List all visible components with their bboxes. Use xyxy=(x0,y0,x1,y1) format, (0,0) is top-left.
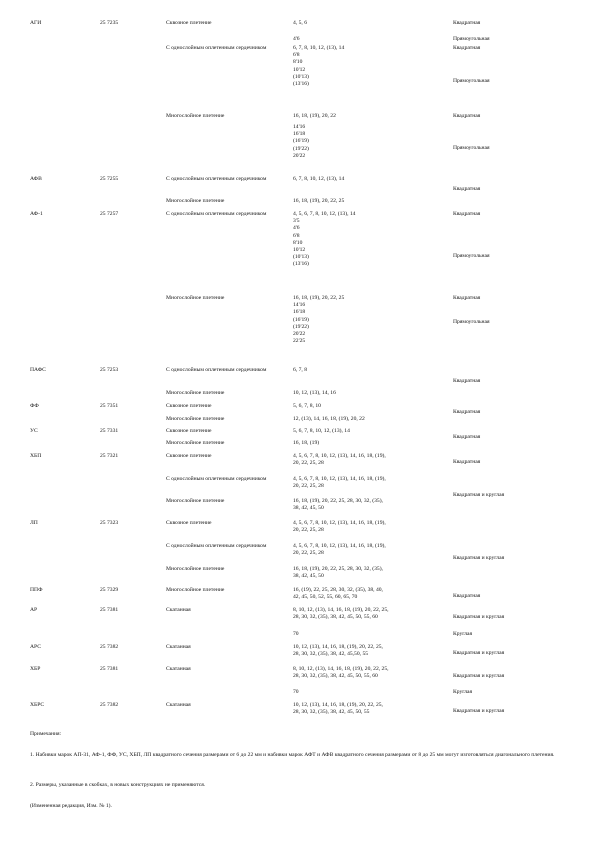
size-list: 70 xyxy=(293,631,299,637)
size-list: 4, 5, 6 xyxy=(293,20,307,26)
size-list: 14'16 16'18 (16'19) (19'22) 20'22 xyxy=(293,124,309,159)
section-shape: Квадратная xyxy=(453,593,481,599)
section-shape: Круглая xyxy=(453,689,473,695)
weave-type: С однослойным оплетенным сердечником xyxy=(166,211,267,217)
section-shape: Квадратная xyxy=(453,45,481,51)
weave-type: Многослойное плетение xyxy=(166,198,225,204)
size-list: 10, 12, (13), 14, 16 xyxy=(293,390,336,396)
okp-code: 25 7382 xyxy=(100,644,119,650)
size-list: 16, 18, (19), 20, 22, 25 14'16 16'18 (16'19) (19'22) 20'22 22'25 xyxy=(293,295,345,345)
size-list: 10, 12, (13), 14, 16, 18, (19), 20, 22, 25, 28, 30, 32, (35), 38, 42, 45,50, 55 xyxy=(293,644,383,658)
weave-type: Многослойное плетение xyxy=(166,587,225,593)
section-shape: Прямоугольная xyxy=(453,253,490,259)
size-list: 4, 5, 6, 7, 8, 10, 12, (13), 14, 16, 18, (19), 20, 22, 25, 28 xyxy=(293,520,386,534)
weave-type: Сквозное плетение xyxy=(166,428,212,434)
section-shape: Квадратная xyxy=(453,459,481,465)
packing-brand: ППФ xyxy=(30,587,43,593)
size-list: 5, 6, 7, 8, 10 xyxy=(293,403,321,409)
weave-type: Сквозное плетение xyxy=(166,453,212,459)
packing-brand: ЛП xyxy=(30,520,38,526)
size-list: 16, 18, (19) xyxy=(293,440,320,446)
section-shape: Квадратная xyxy=(453,186,481,192)
packing-brand: ХБП xyxy=(30,453,42,459)
section-shape: Квадратная и круглая xyxy=(453,708,505,714)
weave-type: С однослойным оплетенным сердечником xyxy=(166,476,267,482)
note-2: 2. Размеры, указанные в скобках, в новых конструкциях не применяются. xyxy=(30,782,206,788)
section-shape: Квадратная xyxy=(453,211,481,217)
size-list: 8, 10, 12, (13), 14, 16, 18, (19), 20, 22, 25, 28, 30, 32, (35), 38, 42, 45, 50, 55, 60 xyxy=(293,666,389,680)
weave-type: Многослойное плетение xyxy=(166,498,225,504)
packing-brand: АРС xyxy=(30,644,41,650)
okp-code: 25 7321 xyxy=(100,453,119,459)
section-shape: Прямоугольная xyxy=(453,145,490,151)
size-list: 16, 18, (19), 20, 22, 25, 28, 30, 32, (35), 38, 42, 45, 50 xyxy=(293,566,383,580)
weave-type: Сквозное плетение xyxy=(166,403,212,409)
note-1: 1. Набивки марок АП-31, АФ-1, ФФ, УС, ХБП, ЛП квадратного сечения размерами от 6 до 22 мм и набивки марок АФТ и АФВ квадратного сечения размерами от 8 до 25 мм могут изготовляться диагонального плетения. xyxy=(30,752,555,758)
packing-brand: ПАФС xyxy=(30,367,46,373)
section-shape: Прямоугольная xyxy=(453,78,490,84)
packing-brand: ХБРС xyxy=(30,702,45,708)
weave-type: С однослойным оплетенным сердечником xyxy=(166,543,267,549)
okp-code: 25 7235 xyxy=(100,20,119,26)
packing-brand: ХБР xyxy=(30,666,41,672)
size-list: 16, 18, (19), 20, 22 xyxy=(293,113,336,119)
section-shape: Круглая xyxy=(453,631,473,637)
section-shape: Квадратная xyxy=(453,113,481,119)
weave-type: Скатанная xyxy=(166,644,191,650)
weave-type: Многослойное плетение xyxy=(166,295,225,301)
size-list: 6, 7, 8 xyxy=(293,367,307,373)
notes-heading: Примечания: xyxy=(30,731,62,737)
size-list: 16, 18, (19), 20, 22, 25 xyxy=(293,198,345,204)
section-shape: Квадратная и круглая xyxy=(453,614,505,620)
section-shape: Квадратная xyxy=(453,434,481,440)
weave-type: Скатанная xyxy=(166,702,191,708)
okp-code: 25 7255 xyxy=(100,176,119,182)
okp-code: 25 7331 xyxy=(100,428,119,434)
packing-brand: ФФ xyxy=(30,403,39,409)
weave-type: С однослойным оплетенным сердечником xyxy=(166,176,267,182)
section-shape: Квадратная и круглая xyxy=(453,673,505,679)
weave-type: Многослойное плетение xyxy=(166,566,225,572)
section-shape: Квадратная и круглая xyxy=(453,492,505,498)
section-shape: Квадратная xyxy=(453,409,481,415)
section-shape: Квадратная и круглая xyxy=(453,555,505,561)
size-list: 8, 10, 12, (13), 14, 16, 18, (19), 20, 22, 25, 28, 30, 32, (35), 38, 42, 45, 50, 55, 60 xyxy=(293,607,389,621)
size-list: 4, 5, 6, 7, 8, 10, 12, (13), 14 3'5 4'6 6'8 8'10 10'12 (10'13) (13'16) xyxy=(293,211,356,268)
weave-type: Сквозное плетение xyxy=(166,20,212,26)
size-list: 12, (13), 14, 16, 18, (19), 20, 22 xyxy=(293,416,365,422)
section-shape: Квадратная xyxy=(453,295,481,301)
section-shape: Квадратная и круглая xyxy=(453,650,505,656)
size-list: 70 xyxy=(293,689,299,695)
size-list: 10, 12, (13), 14, 16, 18, (19), 20, 22, 25, 28, 30, 32, (35), 38, 42, 45, 50, 55 xyxy=(293,702,383,716)
okp-code: 25 7381 xyxy=(100,666,119,672)
weave-type: Многослойное плетение xyxy=(166,416,225,422)
okp-code: 25 7382 xyxy=(100,702,119,708)
section-shape: Прямоугольная xyxy=(453,319,490,325)
packing-brand: АФ-1 xyxy=(30,211,43,217)
okp-code: 25 7257 xyxy=(100,211,119,217)
section-shape: Квадратная xyxy=(453,20,481,26)
size-list: 6, 7, 8, 10, 12, (13), 14 xyxy=(293,176,345,182)
weave-type: Многослойное плетение xyxy=(166,390,225,396)
size-list: 4, 5, 6, 7, 8, 10, 12, (13), 14, 16, 18, (19), 20, 22, 25, 28 xyxy=(293,453,386,467)
size-list: 6, 7, 8, 10, 12, (13), 14 6'8 8'10 10'12 (10'13) (13'16) xyxy=(293,45,345,88)
weave-type: Многослойное плетение xyxy=(166,440,225,446)
size-list: 5, 6, 7, 8, 10, 12, (13), 14 xyxy=(293,428,350,434)
section-shape: Квадратная xyxy=(453,378,481,384)
revision-note: (Измененная редакция, Изм. № 1). xyxy=(30,803,112,809)
packing-brand: УС xyxy=(30,428,38,434)
packing-brand: АР xyxy=(30,607,38,613)
okp-code: 25 7381 xyxy=(100,607,119,613)
okp-code: 25 7253 xyxy=(100,367,119,373)
okp-code: 25 7351 xyxy=(100,403,119,409)
size-list: 4, 5, 6, 7, 8, 10, 12, (13), 14, 16, 18, (19), 20, 22, 25, 28 xyxy=(293,476,386,490)
packing-brand: АГИ xyxy=(30,20,42,26)
weave-type: Скатанная xyxy=(166,666,191,672)
size-list: 4'6 xyxy=(293,36,300,42)
weave-type: С однослойным оплетенным сердечником xyxy=(166,45,267,51)
weave-type: С однослойным оплетенным сердечником xyxy=(166,367,267,373)
size-list: 4, 5, 6, 7, 8, 10, 12, (13), 14, 16, 18, (19), 20, 22, 25, 28 xyxy=(293,543,386,557)
section-shape: Прямоугольная xyxy=(453,36,490,42)
size-list: 16, 18, (19), 20, 22, 25, 28, 30, 32, (35), 38, 42, 45, 50 xyxy=(293,498,383,512)
okp-code: 25 7329 xyxy=(100,587,119,593)
packing-brand: АФВ xyxy=(30,176,42,182)
weave-type: Многослойное плетение xyxy=(166,113,225,119)
size-list: 16, (19), 22, 25, 28, 30, 32, (35), 38, 40, 42, 45, 50, 52, 55, 60, 65, 70 xyxy=(293,587,383,601)
weave-type: Скатанная xyxy=(166,607,191,613)
okp-code: 25 7323 xyxy=(100,520,119,526)
weave-type: Сквозное плетение xyxy=(166,520,212,526)
